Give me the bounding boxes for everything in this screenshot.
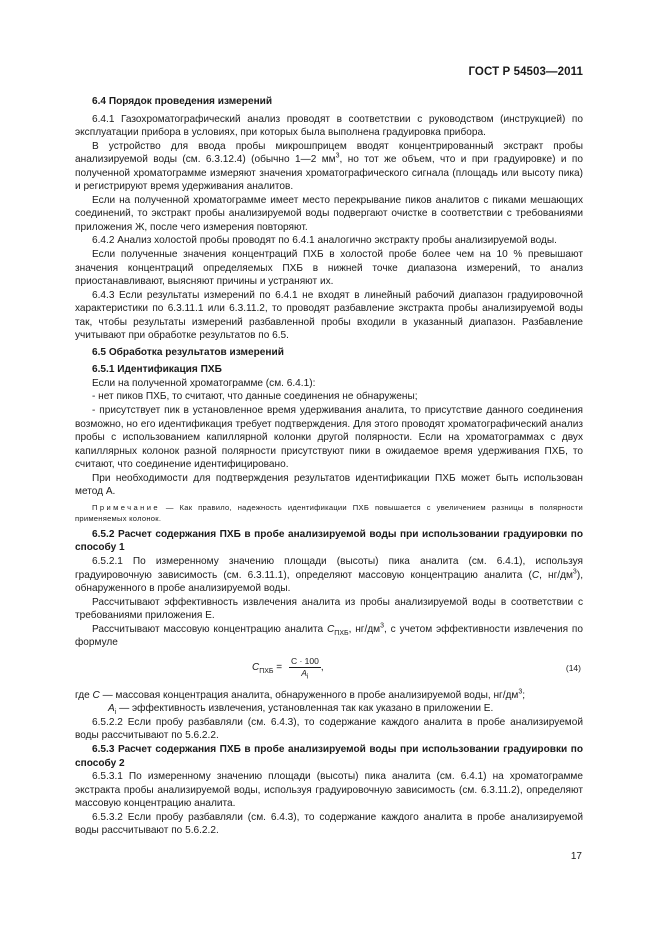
paragraph-if-chromatogram: Если на полученной хроматограмме (см. 6.4.1): — [92, 377, 316, 389]
section-6-5-3-title: 6.5.3 Расчет содержания ПХБ в пробе анализируемой воды при использовании градуировки по способу 2 — [75, 743, 583, 769]
page-number: 17 — [570, 851, 582, 862]
paragraph-formula-intro: Рассчитывают массовую концентрацию аналита $C_{ПХБ}$, $нг/дм^3$, с учетом эффективности извлечения по формуле — [75, 622, 583, 649]
section-6-4-title: 6.4 Порядок проведения измерений — [92, 96, 273, 107]
section-6-5-title: 6.5 Обработка результатов измерений — [92, 346, 284, 358]
paragraph-efficiency: Рассчитывают эффективность извлечения аналита из пробы анализируемой воды в соответствии с требованиями приложения Е. — [75, 596, 583, 622]
paragraph-overlap: Если на полученной хроматограмме имеет место перекрывание пиков аналитов с пиками мешающих соединений, то экстракт пробы анализируемой воды подвергают очистке в соответствии с требованиями приложения Ж, после чего измерения повторяют. — [75, 194, 583, 233]
formula-numerator: C · 100 — [290, 655, 319, 666]
section-6-5-1-title: 6.5.1 Идентификация ПХБ — [92, 364, 222, 376]
where-ai: $A_i$ — эффективность извлечения, установленная так как указано в приложении Е. — [108, 703, 494, 717]
list-item-peak-present: - присутствует пик в установленное время удерживания аналита, то присутствие данного соединения возможно, но его идентификация требует подтверждения. Для этого проводят хроматографический анализ пробы с использованием капиллярной колонки другой полярности. Если на хроматограммах с двух капиллярных колонок разной полярности присутствуют пики в ожидаемое время удерживания ПХБ, то считают, что соединение идентифицировано. — [75, 405, 583, 471]
where-c: где C — массовая концентрация аналита, обнаруженного в пробе анализируемой воды, $нг/дм^3$; — [75, 688, 526, 701]
paragraph-6-5-3-1: 6.5.3.1 По измеренному значению площади (высоты) пика аналита (см. 6.4.1) на хроматограмме экстракта пробы анализируемой воды, используя градуировочную зависимость (см. 6.3.11.2), определяют массовую концентрацию аналита. — [75, 771, 583, 810]
paragraph-6-5-2-2: 6.5.2.2 Если пробу разбавляли (см. 6.4.3), то содержание каждого аналита в пробе анализируемой воды рассчитывают по 5.6.2.2. — [75, 716, 583, 742]
formula-number: (14) — [565, 662, 581, 673]
note-label: Примечание — [92, 502, 160, 512]
note — [75, 502, 583, 524]
formula-expression: $C_{ПХБ}$ = $\frac{C \cdot 100}{A_i}$ , — [252, 655, 324, 681]
formula-denominator: $A_i$ — [301, 667, 309, 681]
paragraph-method-a: При необходимости для подтверждения результатов идентификации ПХБ может быть использован метод А. — [75, 472, 583, 498]
document-code: ГОСТ Р 54503—2011 — [468, 66, 583, 78]
paragraph-6-4-1: 6.4.1 Газохроматографический анализ проводят в соответствии с руководством (инструкцией) по эксплуатации прибора в условиях, при которых была выполнена градуировка прибора. — [75, 113, 583, 139]
paragraph-injection: В устройство для ввода пробы микрошприцем вводят концентрированный экстракт пробы анализируемой воды (см. 6.3.12.4) (обычно 1—2 $мм^3$, но тот же объем, что и при градуировке) и по полученной хроматограмме измеряют значения хроматографического сигнала (площадь или высоту пика) и регистрируют время удерживания аналитов. — [75, 140, 583, 193]
paragraph-6-4-3: 6.4.3 Если результаты измерений по 6.4.1 не входят в линейный рабочий диапазон градуировочной характеристики по 6.3.11.1 или 6.3.11.2, то проводят разбавление экстракта пробы анализируемой воды так, чтобы результаты измерений разбавленной пробы входили в указанный диапазон. Разбавление учитывают при обработке результатов по 6.5. — [75, 289, 583, 342]
section-6-5-2-title: 6.5.2 Расчет содержания ПХБ в пробе анализируемой воды при использовании градуировки по способу 1 — [75, 528, 583, 554]
list-item-no-peaks: - нет пиков ПХБ, то считают, что данные соединения не обнаружены; — [92, 391, 418, 403]
paragraph-6-5-2-1: 6.5.2.1 По измеренному значению площади (высоты) пика аналита (см. 6.4.1), используя градуировочную зависимость (см. 6.3.11.1), определяют массовую концентрацию аналита (C, $нг/дм^3$), обнаруженного в пробе анализируемой воды. — [75, 555, 583, 595]
formula-fraction — [289, 656, 321, 679]
page-content — [75, 94, 583, 838]
paragraph-blank-exceed: Если полученные значения концентраций ПХБ в холостой пробе более чем на 10 % превышают значения концентраций определяемых ПХБ в нижней точке диапазона измерений, то анализ приостанавливают, выясняют причины и устраняют их. — [75, 249, 583, 288]
formula-14 — [75, 652, 583, 686]
paragraph-6-4-2: 6.4.2 Анализ холостой пробы проводят по 6.4.1 аналогично экстракту пробы анализируемой воды. — [92, 235, 557, 247]
paragraph-6-5-3-2: 6.5.3.2 Если пробу разбавляли (см. 6.4.3), то содержание каждого аналита в пробе анализируемой воды рассчитывают по 5.6.2.2. — [75, 811, 583, 837]
note-text: — Как правило, надежность идентификации ПХБ повышается с увеличением разницы в полярности применяемых колонок. — [75, 502, 583, 523]
